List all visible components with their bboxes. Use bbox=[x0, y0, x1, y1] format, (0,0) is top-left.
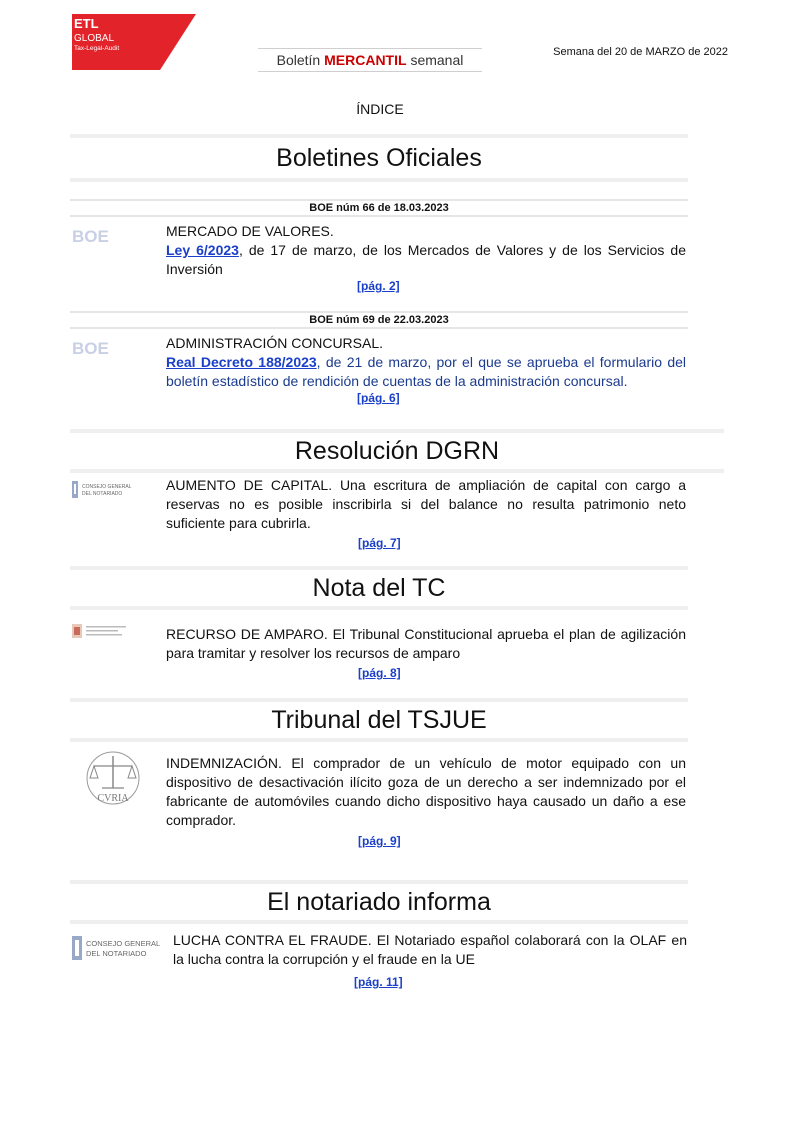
entry-text: , de 17 de marzo, de los Mercados de Valores y de los Servicios de Inversión bbox=[166, 242, 686, 277]
curia-scales-logo-icon bbox=[80, 748, 146, 817]
section-nota-tc bbox=[70, 566, 688, 610]
svg-text:CONSEJO GENERAL: CONSEJO GENERAL bbox=[82, 484, 132, 490]
logo-text-etl: ETL bbox=[74, 16, 99, 31]
svg-text:DEL NOTARIADO: DEL NOTARIADO bbox=[86, 949, 147, 958]
entry-mercado-valores bbox=[166, 222, 686, 279]
entry-text: El comprador de un vehículo de motor equipado con un dispositivo de desactivación ilícito goza de un derecho a ser indemnizado por el fabricante de automóviles cuando dicho dispositivo haya causado un daño a ese comprador. bbox=[166, 755, 686, 828]
section-resolucion-dgrn bbox=[70, 429, 724, 473]
page-link-11[interactable]: [pág. 11] bbox=[354, 975, 403, 989]
entry-text: , de 21 de marzo, por el que se aprueba el formulario del boletín estadístico de rendición de cuentas de la administración concursal. bbox=[166, 354, 686, 389]
etl-global-logo bbox=[72, 14, 196, 70]
entry-text: El Notariado español colaborará con la OLAF en la lucha contra la corrupción y el fraude en la UE bbox=[173, 932, 687, 967]
entry-lucha-fraude bbox=[173, 931, 687, 969]
logo-text-global: GLOBAL bbox=[74, 33, 115, 44]
page-link-6[interactable]: [pág. 6] bbox=[357, 391, 400, 405]
boe-logo-icon-2 bbox=[72, 339, 142, 357]
tribunal-constitucional-logo-icon bbox=[72, 622, 132, 645]
index-title: ÍNDICE bbox=[356, 101, 404, 117]
entry-administracion-concursal bbox=[166, 334, 686, 391]
boe-logo-icon bbox=[72, 227, 142, 245]
section-title: El notariado informa bbox=[267, 888, 491, 916]
page-link-9[interactable]: [pág. 9] bbox=[358, 834, 401, 848]
consejo-notariado-logo-icon bbox=[72, 480, 134, 505]
real-decreto-188-2023-link[interactable]: Real Decreto 188/2023 bbox=[166, 354, 317, 370]
section-tribunal-tsjue bbox=[70, 698, 688, 742]
section-title: Nota del TC bbox=[312, 574, 446, 602]
entry-recurso-amparo bbox=[166, 625, 686, 663]
svg-text:BOE: BOE bbox=[72, 339, 109, 357]
entry-text: El Tribunal Constitucional aprueba el plan de agilización para tramitar y resolver los recursos de amparo bbox=[166, 626, 686, 661]
bulletin-prefix: Boletín bbox=[276, 52, 321, 68]
week-date: Semana del 20 de MARZO de 2022 bbox=[553, 46, 728, 58]
section-boletines-oficiales bbox=[70, 134, 688, 182]
page-link-2[interactable]: [pág. 2] bbox=[357, 279, 400, 293]
section-title: Tribunal del TSJUE bbox=[271, 706, 487, 734]
section-notariado-informa bbox=[70, 880, 688, 924]
entry-heading: MERCADO DE VALORES. bbox=[166, 223, 334, 239]
boe-bar-66: BOE núm 66 de 18.03.2023 bbox=[70, 199, 688, 217]
logo-text-tagline: Tax-Legal-Audit bbox=[74, 45, 120, 52]
svg-text:CONSEJO GENERAL: CONSEJO GENERAL bbox=[86, 939, 161, 948]
svg-text:CVRIA: CVRIA bbox=[97, 793, 129, 804]
entry-heading: INDEMNIZACIÓN. bbox=[166, 755, 282, 771]
entry-text: . Una escritura de ampliación de capital con cargo a reservas no es posible inscribirla si del balance no resulta patrimonio neto suficiente para cubrirla. bbox=[166, 477, 686, 531]
entry-heading: AUMENTO DE CAPITAL bbox=[166, 477, 329, 493]
bulletin-suffix: semanal bbox=[410, 52, 464, 68]
svg-text:BOE: BOE bbox=[72, 227, 109, 245]
entry-heading: ADMINISTRACIÓN CONCURSAL. bbox=[166, 335, 384, 351]
ley-6-2023-link[interactable]: Ley 6/2023 bbox=[166, 242, 239, 258]
page-link-8[interactable]: [pág. 8] bbox=[358, 666, 401, 680]
section-title: Resolución DGRN bbox=[294, 437, 500, 465]
entry-heading: LUCHA CONTRA EL FRAUDE. bbox=[173, 932, 372, 948]
entry-heading: RECURSO DE AMPARO. bbox=[166, 626, 328, 642]
svg-text:DEL NOTARIADO: DEL NOTARIADO bbox=[82, 491, 123, 497]
entry-aumento-capital bbox=[166, 476, 686, 533]
bulletin-highlight: MERCANTIL bbox=[324, 52, 407, 68]
boe-bar-69: BOE núm 69 de 22.03.2023 bbox=[70, 311, 688, 329]
consejo-notariado-logo-icon-2 bbox=[72, 934, 164, 969]
section-title: Boletines Oficiales bbox=[276, 144, 482, 172]
page-link-7[interactable]: [pág. 7] bbox=[358, 536, 401, 550]
entry-indemnizacion bbox=[166, 754, 686, 830]
bulletin-title bbox=[258, 48, 482, 72]
